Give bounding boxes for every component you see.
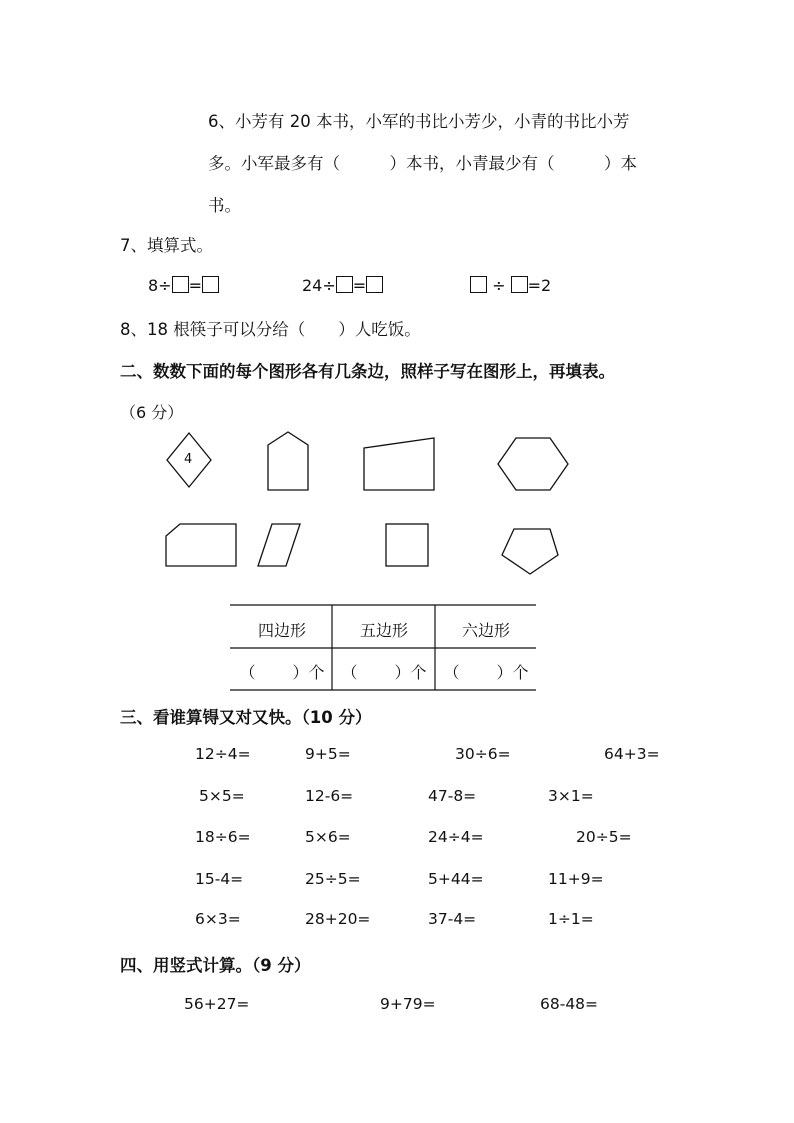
q7-eq2-equals: = (352, 276, 367, 295)
arithmetic-item: 6×3= (195, 910, 241, 928)
section-3-title: 三、看谁算锝又对又快。（10 分） (120, 708, 372, 727)
q6-line2: 多。小军最多有（ ）本书，小青最少有（ ）本 (208, 154, 637, 173)
pentagon-shape (502, 529, 558, 574)
q7-eq1-equals: = (188, 276, 202, 295)
trapezoid-shape (364, 438, 434, 490)
arithmetic-item: 3×1= (548, 787, 594, 805)
q7-eq3-divide: ÷ (492, 276, 506, 295)
square-shape (386, 524, 428, 566)
arithmetic-item: 18÷6= (195, 828, 251, 846)
section-2-title: 二、数数下面的每个图形各有几条边，照样子写在图形上，再填表。 (120, 362, 615, 381)
table-cell-pentagon-count[interactable]: （ ）个 (341, 663, 427, 682)
arithmetic-item: 37-4= (428, 910, 477, 928)
arithmetic-item: 5+44= (428, 870, 484, 888)
q6-line3: 书。 (208, 196, 241, 215)
arithmetic-item: 28+20= (305, 910, 371, 928)
vertical-calc-item: 56+27= (184, 995, 250, 1013)
table-header-quadrilateral: 四边形 (257, 621, 306, 640)
arithmetic-item: 15-4= (195, 870, 244, 888)
arithmetic-item: 24÷4= (428, 828, 484, 846)
q6-line1: 6、小芳有 20 本书，小军的书比小芳少，小青的书比小芳 (208, 112, 630, 131)
parallelogram-shape (258, 524, 300, 566)
diamond-example-label: 4 (184, 452, 193, 467)
q7-eq2-dividend: 24÷ (302, 276, 336, 295)
q7-eq3-result: =2 (527, 276, 552, 295)
table-header-pentagon: 五边形 (359, 621, 408, 640)
q8-text: 8、18 根筷子可以分给（ ）人吃饭。 (120, 320, 421, 339)
vertical-calc-item: 9+79= (380, 995, 436, 1013)
arithmetic-item: 1÷1= (548, 910, 594, 928)
section-2-score: （6 分） (120, 403, 184, 422)
table-cell-quadrilateral-count[interactable]: （ ）个 (239, 663, 325, 682)
cut-rectangle-shape (166, 524, 236, 566)
arithmetic-item: 47-8= (428, 787, 477, 805)
arithmetic-item: 64+3= (604, 745, 660, 763)
q7-label: 7、填算式。 (120, 236, 213, 255)
arithmetic-item: 20÷5= (576, 828, 632, 846)
pentagon-house-shape (268, 432, 308, 490)
arithmetic-item: 25÷5= (305, 870, 361, 888)
section-4-title: 四、用竖式计算。（9 分） (120, 956, 311, 975)
arithmetic-item: 11+9= (548, 870, 604, 888)
q7-eq1-dividend: 8÷ (148, 276, 172, 295)
arithmetic-item: 9+5= (305, 745, 351, 763)
arithmetic-item: 5×5= (199, 787, 245, 805)
arithmetic-item: 12-6= (305, 787, 354, 805)
table-header-hexagon: 六边形 (461, 621, 510, 640)
vertical-calc-item: 68-48= (540, 995, 599, 1013)
arithmetic-item: 30÷6= (455, 745, 511, 763)
arithmetic-item: 5×6= (305, 828, 351, 846)
arithmetic-item: 12÷4= (195, 745, 251, 763)
hexagon-shape (498, 438, 568, 490)
table-cell-hexagon-count[interactable]: （ ）个 (443, 663, 529, 682)
